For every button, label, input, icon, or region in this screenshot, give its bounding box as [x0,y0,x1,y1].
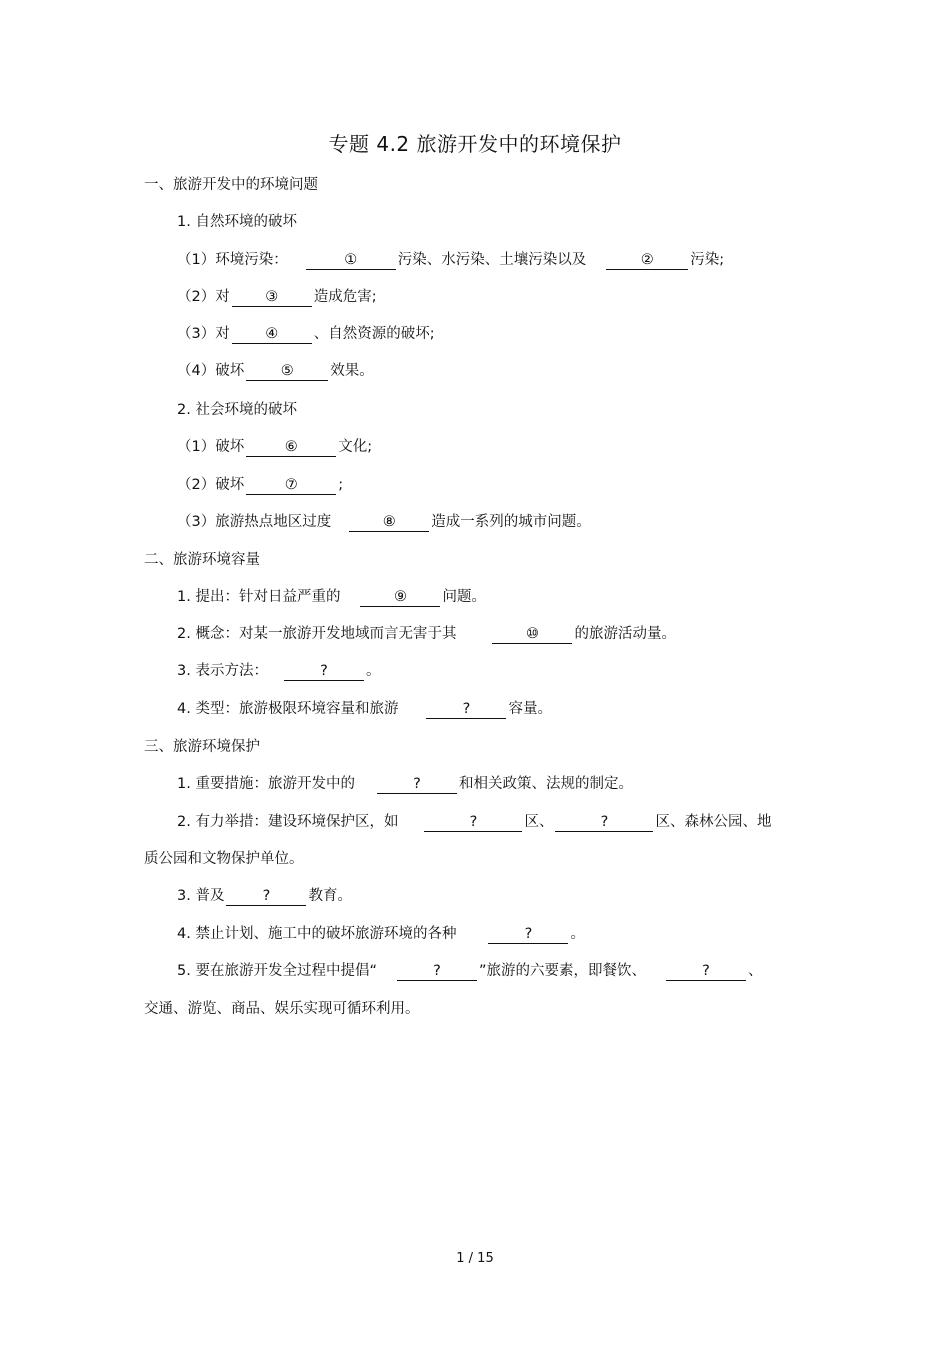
item-proposal: 1. 提出：针对日益严重的 ⑨ 问题。 [177,589,486,605]
item-destroy: （2）破坏 ⑦ ; [177,477,344,493]
blank-13: ? [377,775,457,794]
section-heading-1: 一、旅游开发中的环境问题 [144,177,318,193]
blank-9: ⑨ [360,588,440,607]
item-harm: （2）对 ③ 造成危害; [177,289,377,305]
page-number: 1 / 15 [456,1251,494,1266]
blank-7: ⑦ [246,476,336,495]
item-effect: （4）破坏 ⑤ 效果。 [177,363,374,379]
blank-14: ? [424,813,522,832]
blank-15: ? [555,813,653,832]
blank-3: ③ [232,288,312,307]
item-method: 3. 表示方法： ? 。 [177,663,381,679]
blank-16: ? [226,887,306,906]
blank-8: ⑧ [349,513,429,532]
item-urban: （3）旅游热点地区过度 ⑧ 造成一系列的城市问题。 [177,514,591,530]
blank-5: ⑤ [246,362,328,381]
item-pollution: （1）环境污染： ① 污染、水污染、土壤污染以及 ② 污染; [177,252,725,268]
item-six-elements: 5. 要在旅游开发全过程中提倡“ ? ”旅游的六要素，即餐饮、 ? 、 [177,963,763,979]
subheading-social: 2. 社会环境的破坏 [177,402,297,418]
item-reserve-cont: 质公园和文物保护单位。 [144,851,304,867]
item-prohibit: 4. 禁止计划、施工中的破坏旅游环境的各种 ? 。 [177,926,585,942]
blank-6: ⑥ [246,438,336,457]
section-heading-3: 三、旅游环境保护 [144,739,260,755]
blank-17: ? [488,925,568,944]
item-type: 4. 类型：旅游极限环境容量和旅游 ? 容量。 [177,701,552,717]
item-culture: （1）破坏 ⑥ 文化; [177,439,373,455]
item-education: 3. 普及 ? 教育。 [177,888,352,904]
blank-4: ④ [232,325,312,344]
blank-18: ? [397,962,477,981]
blank-2: ② [606,251,688,270]
blank-12: ? [426,700,506,719]
blank-11: ? [284,662,364,681]
blank-19: ? [666,962,746,981]
page-title: 专题 4.2 旅游开发中的环境保护 [328,132,622,156]
blank-10: ⑩ [492,625,572,644]
item-six-elements-cont: 交通、游览、商品、娱乐实现可循环利用。 [144,1001,420,1017]
item-concept: 2. 概念：对某一旅游开发地域而言无害于其 ⑩ 的旅游活动量。 [177,626,676,642]
item-reserve: 2. 有力举措：建设环境保护区，如 ? 区、 ? 区、森林公园、地 [177,814,772,830]
subheading-natural: 1. 自然环境的破坏 [177,214,297,230]
section-heading-2: 二、旅游环境容量 [144,552,260,568]
item-resource: （3）对 ④ 、自然资源的破坏; [177,326,435,342]
item-measure: 1. 重要措施：旅游开发中的 ? 和相关政策、法规的制定。 [177,776,633,792]
blank-1: ① [306,251,396,270]
